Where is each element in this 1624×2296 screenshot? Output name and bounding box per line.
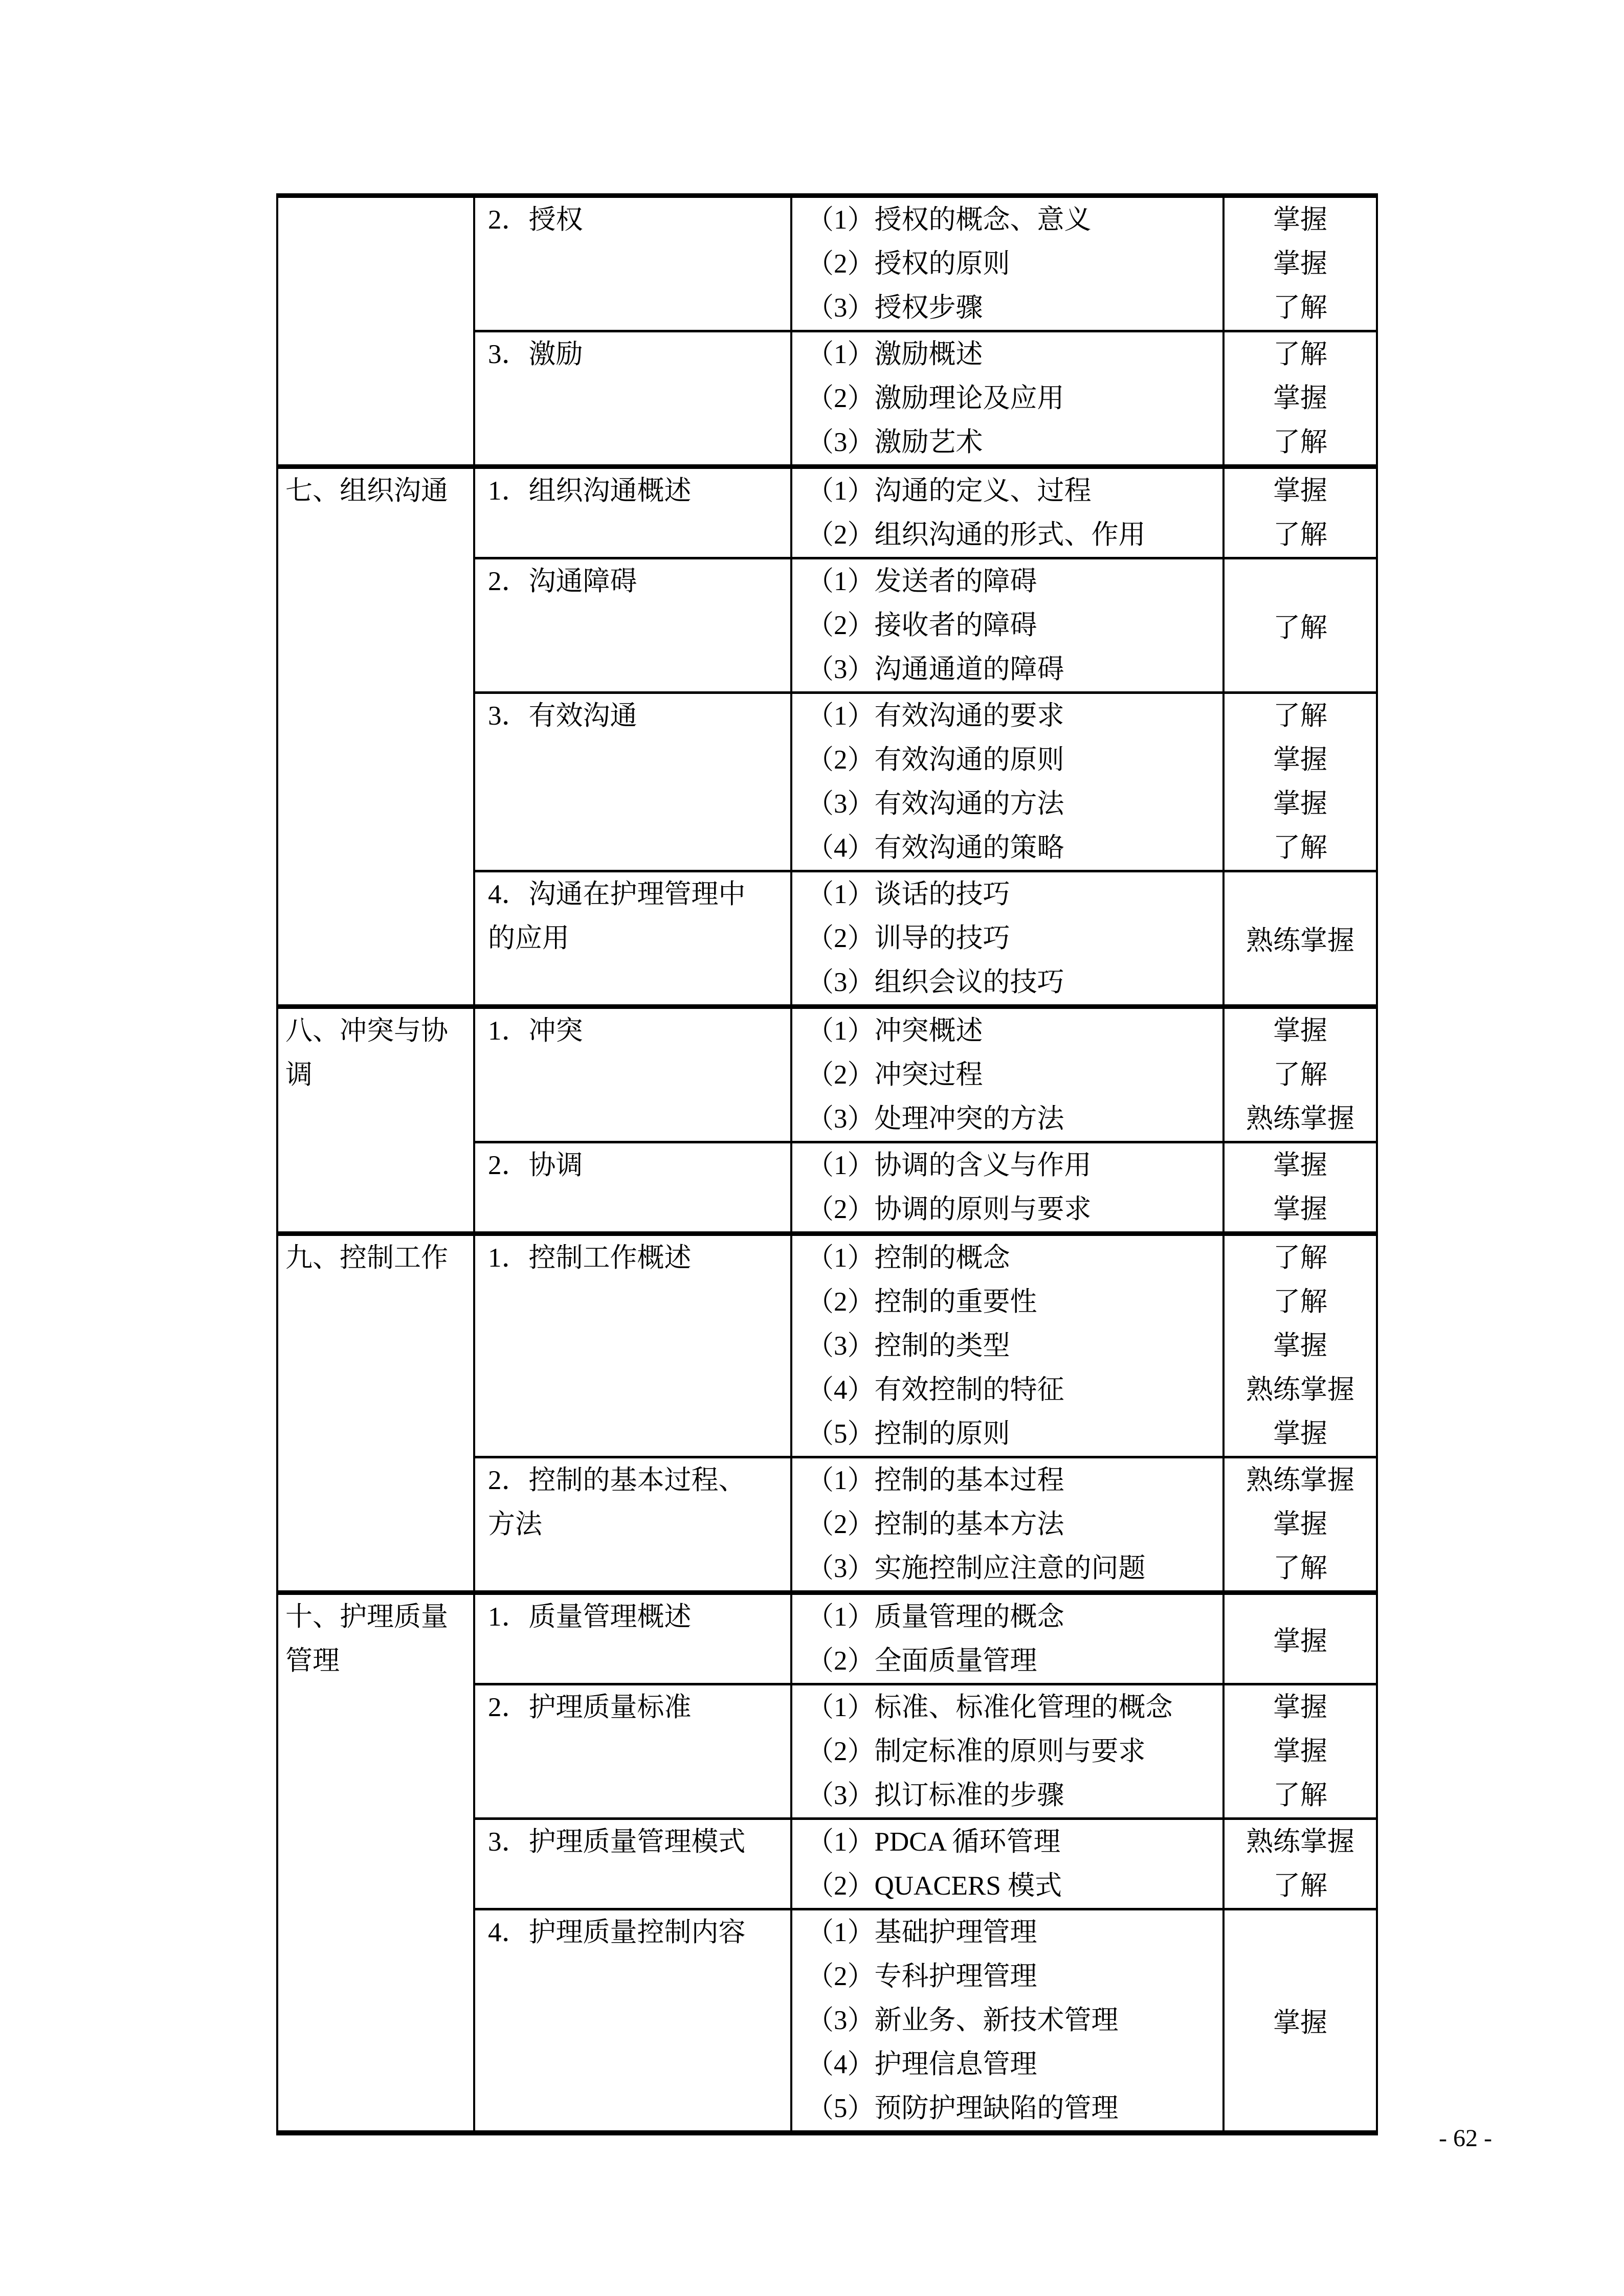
chapter-cell bbox=[277, 467, 474, 1007]
section-cell bbox=[474, 1142, 791, 1234]
level-label: 熟练掌握 bbox=[1246, 1104, 1354, 1134]
content-cell bbox=[791, 693, 1223, 871]
level-label: 掌握 bbox=[1273, 1510, 1327, 1539]
content-item: （2）冲突过程 bbox=[807, 1060, 983, 1090]
section-title: 2．协调 bbox=[488, 1151, 583, 1180]
content-cell bbox=[791, 1593, 1223, 1684]
level-label: 熟练掌握 bbox=[1246, 1827, 1354, 1857]
content-item: （1）标准、标准化管理的概念 bbox=[807, 1693, 1173, 1722]
level-cell bbox=[1223, 1234, 1377, 1457]
content-item: （2）控制的重要性 bbox=[807, 1287, 1037, 1317]
section-title: 1．质量管理概述 bbox=[488, 1602, 692, 1632]
content-item: （1）基础护理管理 bbox=[807, 1918, 1037, 1947]
content-item: （3）授权步骤 bbox=[807, 293, 983, 323]
level-label: 了解 bbox=[1273, 833, 1327, 863]
level-label: 掌握 bbox=[1273, 1737, 1327, 1766]
chapter-label: 八、冲突与协调 bbox=[285, 1016, 448, 1090]
content-item: （3）处理冲突的方法 bbox=[807, 1104, 1064, 1134]
content-cell bbox=[791, 558, 1223, 693]
content-item: （2）QUACERS 模式 bbox=[807, 1871, 1062, 1901]
section-row bbox=[277, 1593, 1377, 1684]
content-item: （3）实施控制应注意的问题 bbox=[807, 1554, 1146, 1583]
chapter-cell bbox=[277, 1593, 474, 2133]
level-label: 掌握 bbox=[1273, 1627, 1327, 1656]
level-label: 了解 bbox=[1273, 1243, 1327, 1273]
level-label: 掌握 bbox=[1273, 249, 1327, 279]
section-cell bbox=[474, 1234, 791, 1457]
level-cell bbox=[1223, 1684, 1377, 1819]
level-label: 掌握 bbox=[1273, 1331, 1327, 1361]
section-title: 2．控制的基本过程、方法 bbox=[488, 1466, 746, 1539]
section-row bbox=[277, 1007, 1377, 1142]
section-title: 3．护理质量管理模式 bbox=[488, 1827, 746, 1857]
level-label: 了解 bbox=[1273, 1554, 1327, 1583]
content-cell bbox=[791, 1234, 1223, 1457]
section-cell bbox=[474, 467, 791, 558]
level-cell bbox=[1223, 331, 1377, 467]
section-title: 2．授权 bbox=[488, 205, 583, 235]
content-item: （5）控制的原则 bbox=[807, 1419, 1010, 1449]
section-title: 4．沟通在护理管理中的应用 bbox=[488, 880, 746, 953]
section-cell bbox=[474, 1593, 791, 1684]
level-label: 掌握 bbox=[1273, 2008, 1327, 2038]
page-number: - 62 - bbox=[1439, 2125, 1492, 2152]
level-label: 掌握 bbox=[1273, 205, 1327, 235]
level-cell bbox=[1223, 1819, 1377, 1909]
section-title: 1．冲突 bbox=[488, 1016, 583, 1046]
chapter-label: 十、护理质量管理 bbox=[285, 1602, 448, 1676]
content-cell bbox=[791, 1457, 1223, 1593]
content-item: （4）有效沟通的策略 bbox=[807, 833, 1064, 863]
content-item: （4）护理信息管理 bbox=[807, 2050, 1037, 2079]
level-label: 了解 bbox=[1273, 520, 1327, 550]
level-cell bbox=[1223, 693, 1377, 871]
level-cell bbox=[1223, 558, 1377, 693]
content-cell bbox=[791, 331, 1223, 467]
content-item: （5）预防护理缺陷的管理 bbox=[807, 2094, 1119, 2123]
content-item: （2）授权的原则 bbox=[807, 249, 1010, 279]
content-item: （1）授权的概念、意义 bbox=[807, 205, 1092, 235]
level-label: 了解 bbox=[1273, 1060, 1327, 1090]
level-label: 熟练掌握 bbox=[1246, 1466, 1354, 1495]
content-item: （1）控制的概念 bbox=[807, 1243, 1010, 1273]
content-item: （2）控制的基本方法 bbox=[807, 1510, 1064, 1539]
content-item: （3）组织会议的技巧 bbox=[807, 967, 1064, 997]
level-cell bbox=[1223, 196, 1377, 331]
level-cell bbox=[1223, 1142, 1377, 1234]
content-item: （1）PDCA 循环管理 bbox=[807, 1827, 1061, 1857]
level-label: 掌握 bbox=[1273, 1151, 1327, 1180]
content-cell bbox=[791, 1142, 1223, 1234]
level-label: 掌握 bbox=[1273, 384, 1327, 413]
content-item: （1）有效沟通的要求 bbox=[807, 701, 1064, 731]
chapter-label: 七、组织沟通 bbox=[285, 476, 448, 506]
level-cell bbox=[1223, 467, 1377, 558]
content-item: （2）接收者的障碍 bbox=[807, 611, 1037, 640]
content-item: （1）沟通的定义、过程 bbox=[807, 476, 1092, 506]
level-label: 了解 bbox=[1273, 613, 1327, 643]
chapter-cell bbox=[277, 1007, 474, 1234]
content-cell bbox=[791, 1684, 1223, 1819]
chapter-cell bbox=[277, 196, 474, 467]
content-cell bbox=[791, 871, 1223, 1007]
section-title: 3．有效沟通 bbox=[488, 701, 637, 731]
content-item: （2）组织沟通的形式、作用 bbox=[807, 520, 1146, 550]
section-title: 2．护理质量标准 bbox=[488, 1693, 692, 1722]
content-item: （2）全面质量管理 bbox=[807, 1646, 1037, 1676]
section-title: 3．激励 bbox=[488, 340, 583, 369]
section-cell bbox=[474, 558, 791, 693]
section-cell bbox=[474, 1457, 791, 1593]
content-cell bbox=[791, 1819, 1223, 1909]
level-label: 了解 bbox=[1273, 1871, 1327, 1901]
content-item: （3）有效沟通的方法 bbox=[807, 789, 1064, 819]
level-label: 掌握 bbox=[1273, 1195, 1327, 1224]
level-label: 掌握 bbox=[1273, 476, 1327, 506]
content-cell bbox=[791, 1007, 1223, 1142]
content-item: （2）协调的原则与要求 bbox=[807, 1195, 1092, 1224]
section-title: 1．组织沟通概述 bbox=[488, 476, 692, 506]
content-item: （4）有效控制的特征 bbox=[807, 1375, 1064, 1405]
content-item: （2）激励理论及应用 bbox=[807, 384, 1064, 413]
level-label: 掌握 bbox=[1273, 789, 1327, 819]
section-cell bbox=[474, 693, 791, 871]
level-cell bbox=[1223, 1457, 1377, 1593]
section-cell bbox=[474, 1909, 791, 2133]
content-item: （1）质量管理的概念 bbox=[807, 1602, 1064, 1632]
level-label: 掌握 bbox=[1273, 1016, 1327, 1046]
content-item: （1）协调的含义与作用 bbox=[807, 1151, 1092, 1180]
section-cell bbox=[474, 1684, 791, 1819]
section-cell bbox=[474, 196, 791, 331]
level-label: 掌握 bbox=[1273, 1693, 1327, 1722]
content-item: （3）新业务、新技术管理 bbox=[807, 2006, 1119, 2035]
content-cell bbox=[791, 196, 1223, 331]
level-label: 掌握 bbox=[1273, 745, 1327, 775]
chapter-label: 九、控制工作 bbox=[285, 1243, 448, 1273]
content-item: （3）沟通通道的障碍 bbox=[807, 655, 1064, 684]
section-title: 4．护理质量控制内容 bbox=[488, 1918, 746, 1947]
section-title: 2．沟通障碍 bbox=[488, 567, 637, 596]
level-label: 了解 bbox=[1273, 1287, 1327, 1317]
content-item: （1）谈话的技巧 bbox=[807, 880, 1010, 909]
content-item: （1）发送者的障碍 bbox=[807, 567, 1037, 596]
level-cell bbox=[1223, 1593, 1377, 1684]
level-cell bbox=[1223, 1909, 1377, 2133]
content-item: （3）拟订标准的步骤 bbox=[807, 1781, 1064, 1810]
content-item: （2）有效沟通的原则 bbox=[807, 745, 1064, 775]
section-row bbox=[277, 467, 1377, 558]
level-cell bbox=[1223, 1007, 1377, 1142]
level-label: 掌握 bbox=[1273, 1419, 1327, 1449]
content-item: （2）专科护理管理 bbox=[807, 1962, 1037, 1991]
content-item: （1）冲突概述 bbox=[807, 1016, 983, 1046]
level-cell bbox=[1223, 871, 1377, 1007]
level-label: 了解 bbox=[1273, 427, 1327, 457]
level-label: 了解 bbox=[1273, 340, 1327, 369]
level-label: 熟练掌握 bbox=[1246, 926, 1354, 956]
section-cell bbox=[474, 331, 791, 467]
section-row bbox=[277, 196, 1377, 331]
level-label: 了解 bbox=[1273, 701, 1327, 731]
content-cell bbox=[791, 1909, 1223, 2133]
section-cell bbox=[474, 1007, 791, 1142]
chapter-cell bbox=[277, 1234, 474, 1593]
content-item: （1）控制的基本过程 bbox=[807, 1466, 1064, 1495]
content-item: （1）激励概述 bbox=[807, 340, 983, 369]
content-cell bbox=[791, 467, 1223, 558]
content-item: （2）训导的技巧 bbox=[807, 924, 1010, 953]
content-item: （3）控制的类型 bbox=[807, 1331, 1010, 1361]
level-label: 熟练掌握 bbox=[1246, 1375, 1354, 1405]
section-cell bbox=[474, 1819, 791, 1909]
level-label: 了解 bbox=[1273, 1781, 1327, 1810]
content-item: （3）激励艺术 bbox=[807, 427, 983, 457]
section-title: 1．控制工作概述 bbox=[488, 1243, 692, 1273]
content-item: （2）制定标准的原则与要求 bbox=[807, 1737, 1146, 1766]
level-label: 了解 bbox=[1273, 293, 1327, 323]
syllabus-table bbox=[276, 193, 1378, 2135]
section-cell bbox=[474, 871, 791, 1007]
section-row bbox=[277, 1234, 1377, 1457]
